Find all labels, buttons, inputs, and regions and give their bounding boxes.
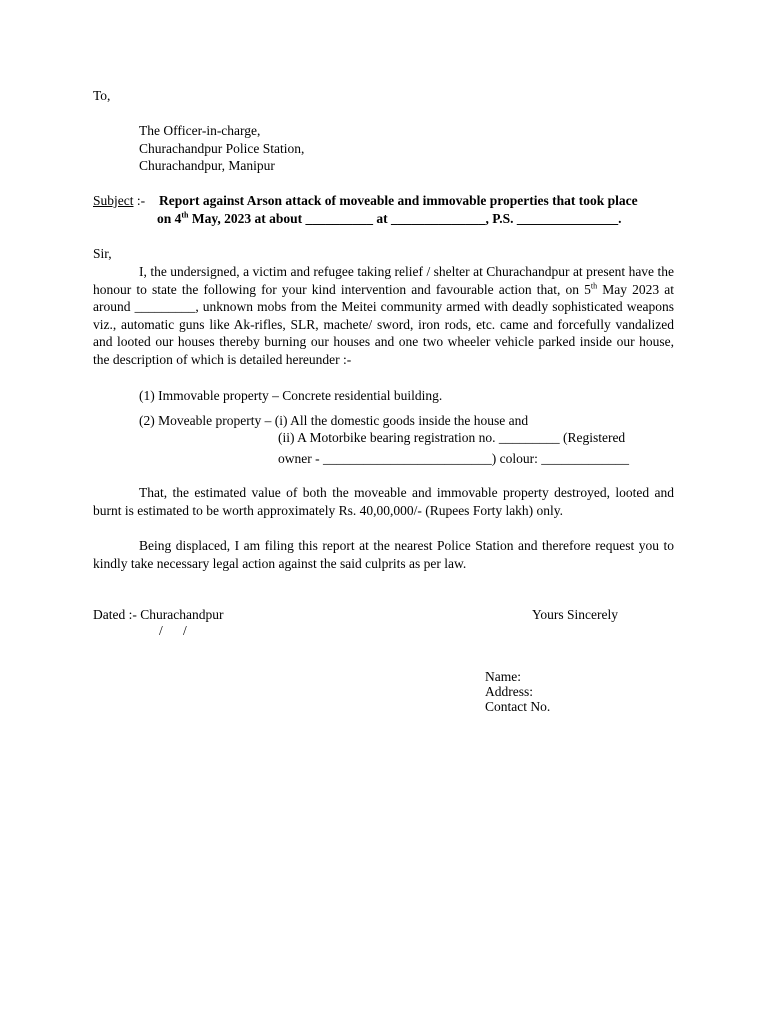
para3-text: Being displaced, I am filing this report at the nearest Police Station and therefore request you to kindly take necessary legal action against the said culprits as per law. — [93, 538, 674, 571]
date-blank: / / — [159, 623, 187, 638]
recipient-line-3: Churachandpur, Manipur — [139, 158, 275, 173]
subject-line-2-pre: on 4 — [157, 211, 182, 226]
property-item-2-sub: (ii) A Motorbike bearing registration no. _________ (Registered — [278, 430, 626, 445]
salutation: Sir, — [93, 246, 112, 261]
para2-text: That, the estimated value of both the moveable and immovable property destroyed, looted and burnt is estimated to be worth approximately Rs. 40,00,000/- (Rupees Forty lakh) only. — [93, 485, 674, 518]
subject-line-2 — [157, 211, 622, 227]
sign-contact: Contact No. — [485, 699, 551, 714]
body-paragraph-3 — [93, 537, 674, 572]
subject-heading — [93, 193, 145, 209]
subject-line-2-post: May, 2023 at about __________ at ______________, P.S. _______________. — [188, 211, 622, 226]
para1-post: May 2023 at around _________, unknown mobs from the Meitei community armed with deadly sophisticated weapons viz., automatic guns like Ak-rifles, SLR, machete/ sword, iron rods, etc. came and forcefully vandalized and looted our houses thereby burning our houses and one two wheeler vehicle parked inside our house, the description of which is detailed hereunder :- — [93, 281, 674, 367]
subject-label: Subject — [93, 193, 134, 208]
dated-place: Dated :- Churachandpur — [93, 607, 224, 622]
property-item-2: (2) Moveable property – (i) All the domestic goods inside the house and — [139, 413, 529, 428]
sign-name: Name: — [485, 669, 521, 684]
body-paragraph-1 — [93, 263, 674, 368]
recipient-line-1: The Officer-in-charge, — [139, 123, 261, 138]
subject-line-1: Report against Arson attack of moveable and immovable properties that took place — [159, 193, 638, 208]
closing: Yours Sincerely — [532, 607, 619, 622]
letter-to: To, — [93, 88, 111, 103]
subject-superscript: th — [181, 210, 189, 220]
body-paragraph-2 — [93, 484, 674, 519]
sign-address: Address: — [485, 684, 533, 699]
subject-separator: :- — [133, 193, 146, 208]
property-item-1: (1) Immovable property – Concrete residential building. — [139, 388, 443, 403]
para1-superscript: th — [590, 281, 598, 290]
para1-pre: I, the undersigned, a victim and refugee taking relief / shelter at Churachandpur at present have the honour to state the following for your kind intervention and favourable action that, on 5 — [93, 264, 674, 297]
property-item-2-owner: owner - _________________________) colour: _____________ — [278, 451, 629, 466]
recipient-line-2: Churachandpur Police Station, — [139, 141, 305, 156]
